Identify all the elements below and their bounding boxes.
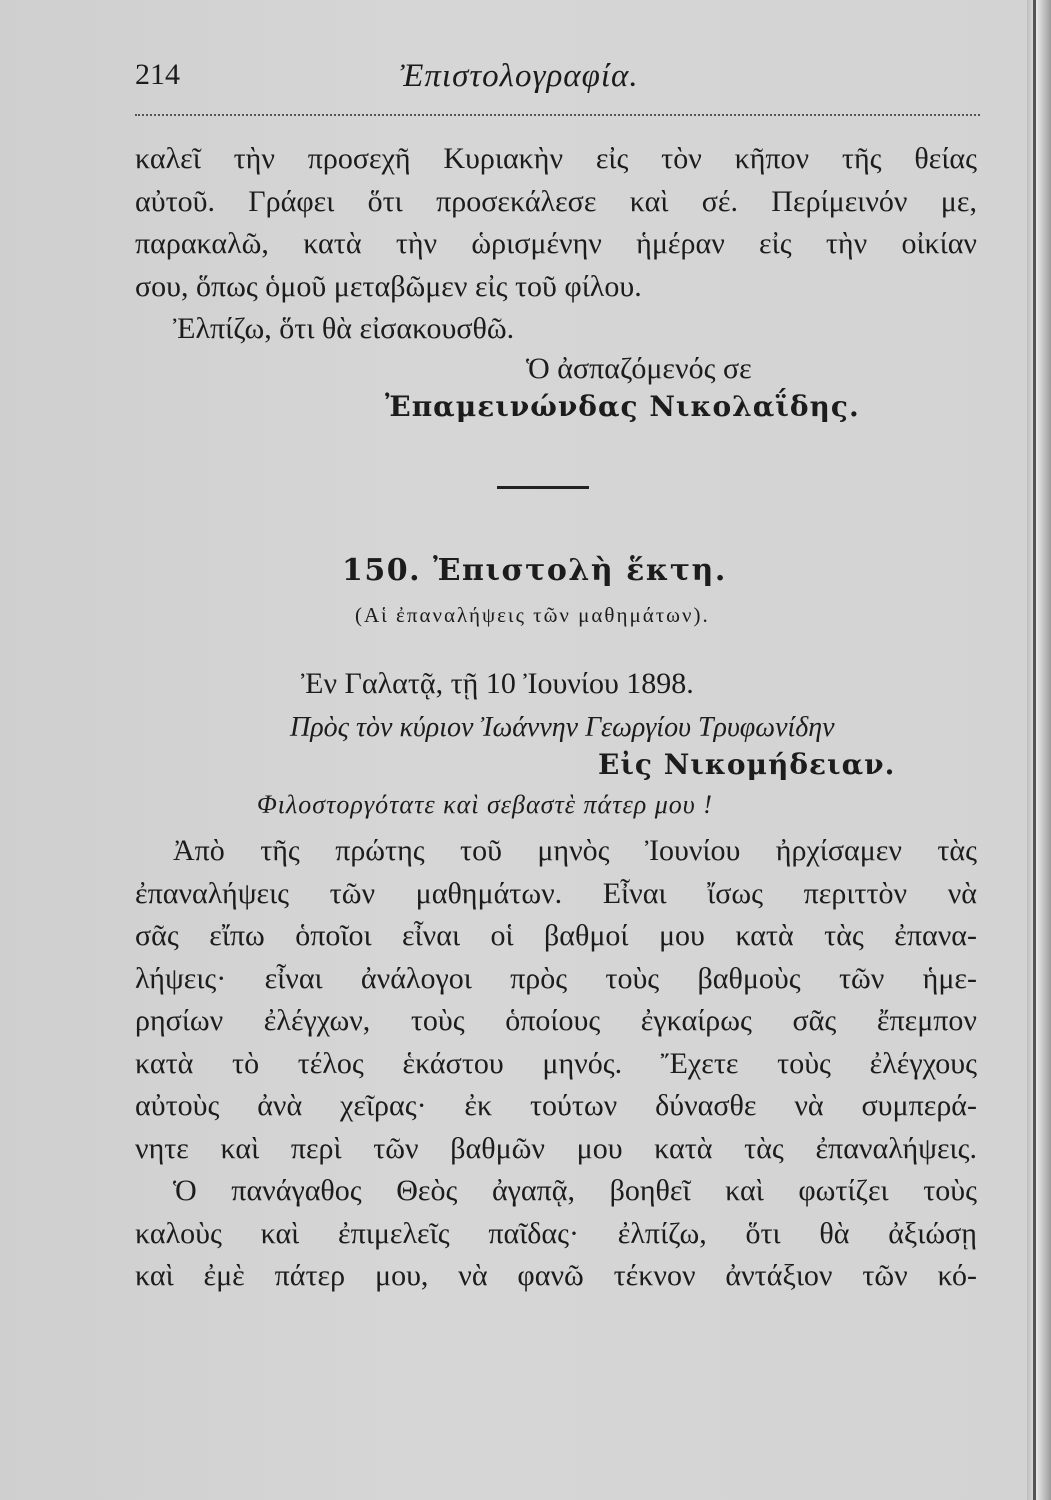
page-number: 214 bbox=[135, 58, 180, 91]
recipient-line: Πρὸς τὸν κύριον Ἰωάννην Γεωργίου Τρυφωνίδην bbox=[290, 712, 835, 743]
text-line: αὐτοῦ. Γράφει ὅτι προσεκάλεσε καὶ σέ. Περίμεινόν με, bbox=[135, 184, 977, 218]
text-line: καλεῖ τὴν προσεχῆ Κυριακὴν εἰς τὸν κῆπον τῆς θείας bbox=[135, 142, 977, 175]
text-line: νητε καὶ περὶ τῶν βαθμῶν μου κατὰ τὰς ἐπαναλήψεις. bbox=[135, 1131, 977, 1165]
text-line: καὶ ἐμὲ πάτερ μου, νὰ φανῶ τέκνον ἀντάξιον τῶν κό- bbox=[135, 1259, 977, 1292]
section-separator bbox=[497, 486, 589, 489]
destination-line: Εἰς Νικομήδειαν. bbox=[598, 748, 896, 781]
text-line: λήψεις· εἶναι ἀνάλογοι πρὸς τοὺς βαθμοὺς τῶν ἡμε- bbox=[135, 961, 977, 995]
text-line: Ὁ πανάγαθος Θεὸς ἀγαπᾷ, βοηθεῖ καὶ φωτίζει τοὺς bbox=[173, 1174, 977, 1207]
text-line: σου, ὅπως ὁμοῦ μεταβῶμεν εἰς τοῦ φίλου. bbox=[135, 269, 642, 303]
text-line: αὐτοὺς ἀνὰ χεῖρας· ἐκ τούτων δύνασθε νὰ συμπερά- bbox=[135, 1089, 977, 1122]
letter-subtitle: (Αἱ ἐπαναλήψεις τῶν μαθημάτων). bbox=[355, 603, 710, 627]
page-header bbox=[135, 58, 980, 108]
text-line: καλοὺς καὶ ἐπιμελεῖς παῖδας· ἐλπίζω, ὅτι θὰ ἀξιώσῃ bbox=[135, 1216, 977, 1250]
closing-line: Ἐλπίζω, ὅτι θὰ εἰσακουσθῶ. bbox=[173, 312, 515, 345]
letter-heading: 150. Ἐπιστολὴ ἕκτη. bbox=[342, 553, 727, 588]
text-line: σᾶς εἴπω ὁποῖοι εἶναι οἱ βαθμοί μου κατὰ τὰς ἐπανα- bbox=[135, 919, 977, 952]
text-line: ἐπαναλήψεις τῶν μαθημάτων. Εἶναι ἴσως περιττὸν νὰ bbox=[135, 876, 977, 910]
signature-greeting: Ὁ ἀσπαζόμενός σε bbox=[526, 352, 752, 385]
text-line: κατὰ τὸ τέλος ἑκάστου μηνός. Ἔχετε τοὺς ἐλέγχους bbox=[135, 1046, 977, 1080]
header-rule bbox=[135, 114, 980, 116]
running-title: Ἐπιστολογραφία. bbox=[400, 58, 639, 94]
page-binding-edge bbox=[1027, 0, 1051, 1500]
text-line: Ἀπὸ τῆς πρώτης τοῦ μηνὸς Ἰουνίου ἠρχίσαμεν τὰς bbox=[173, 834, 977, 867]
previous-letter-body bbox=[135, 138, 977, 351]
text-line: ρησίων ἐλέγχων, τοὺς ὁποίους ἐγκαίρως σᾶς ἔπεμπον bbox=[135, 1004, 977, 1037]
signature-name: Ἐπαμεινώνδας Νικολαΐδης. bbox=[385, 390, 860, 423]
salutation: Φιλοστοργότατε καὶ σεβαστὲ πάτερ μου ! bbox=[257, 790, 713, 819]
place-date: Ἐν Γαλατᾷ, τῇ 10 Ἰουνίου 1898. bbox=[301, 667, 694, 700]
letter-body bbox=[135, 830, 977, 1298]
text-line: παρακαλῶ, κατὰ τὴν ὡρισμένην ἡμέραν εἰς τὴν οἰκίαν bbox=[135, 227, 977, 260]
